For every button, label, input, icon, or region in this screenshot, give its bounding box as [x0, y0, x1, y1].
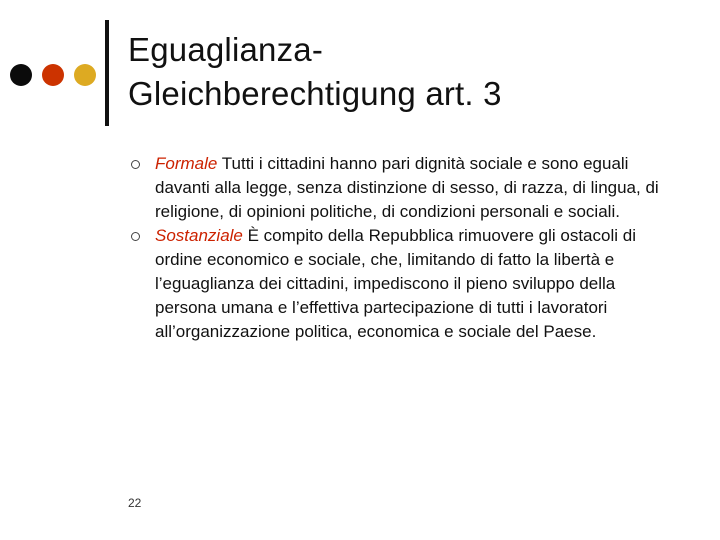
- title-divider: [105, 20, 109, 126]
- bullet-circle-icon: [131, 160, 140, 169]
- bullet-sostanziale-text: È compito della Repubblica rimuovere gli ostacoli di ordine economico e sociale, che, limitando di fatto la libertà e l’eguaglianza dei cittadini, impediscono il pieno sviluppo della persona umana e l’effettiva partecipazione di tutti i lavoratori all’organizzazione politica, economica e sociale del Paese.: [155, 226, 636, 341]
- slide-title-line-2: Gleichberechtigung art. 3: [128, 75, 502, 112]
- dot-black-icon: [10, 64, 32, 86]
- term-formale: Formale: [155, 154, 218, 173]
- dot-red-icon: [42, 64, 64, 86]
- slide-number: 22: [128, 496, 142, 510]
- bullet-circle-icon: [131, 232, 140, 241]
- decorative-dots: [10, 64, 96, 86]
- bullet-list: [131, 152, 661, 344]
- bullet-sostanziale: [131, 224, 661, 344]
- term-sostanziale: Sostanziale: [155, 226, 243, 245]
- dot-yellow-icon: [74, 64, 96, 86]
- slide-title: [128, 28, 502, 116]
- bullet-formale: [131, 152, 661, 224]
- bullet-formale-text: Tutti i cittadini hanno pari dignità sociale e sono eguali davanti alla legge, senza distinzione di sesso, di razza, di lingua, di religione, di opinioni politiche, di condizioni personali e sociali.: [155, 154, 659, 221]
- slide-title-line-1: Eguaglianza-: [128, 31, 324, 68]
